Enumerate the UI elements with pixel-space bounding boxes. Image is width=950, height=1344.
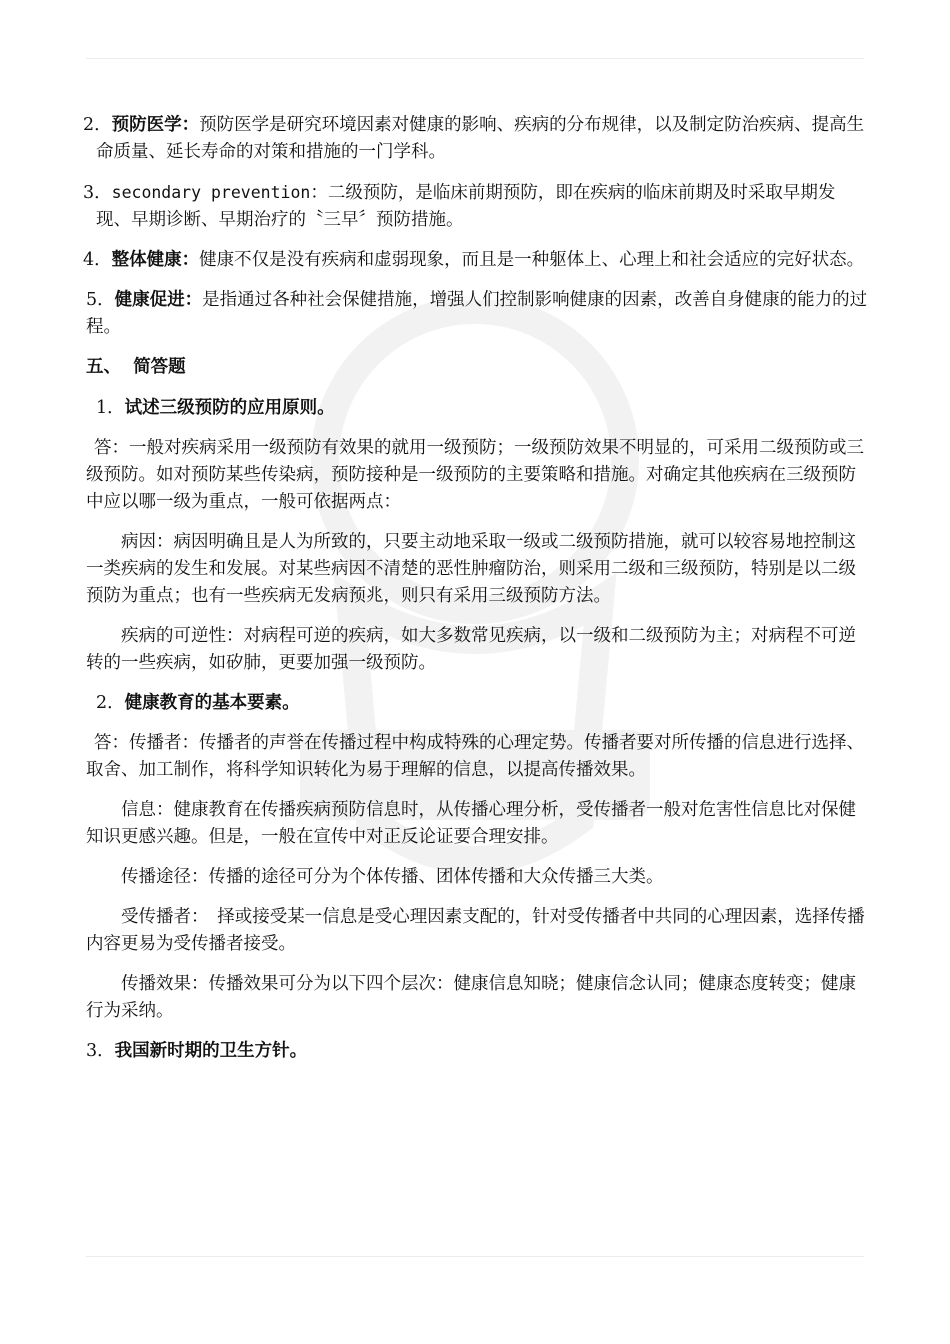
footer-rule (86, 1256, 864, 1257)
definition-separator: ： (184, 290, 203, 310)
question-heading (86, 1038, 868, 1065)
definition-term: 健康促进 (114, 290, 185, 310)
section-heading (86, 354, 868, 381)
item-number: 2． (83, 115, 112, 135)
question-title: 健康教育的基本要素。 (124, 693, 300, 713)
question-heading (86, 690, 868, 717)
answer-paragraph: 疾病的可逆性：对病程可逆的疾病，如大多数常见疾病，以一级和二级预防为主；对病程不可逆转的一些疾病，如矽肺，更要加强一级预防。 (86, 626, 856, 673)
section-label: 五、 (86, 357, 121, 377)
question-heading (86, 395, 868, 422)
document-body (83, 112, 868, 1078)
answer-paragraph: 答：传播者：传播者的声誉在传播过程中构成特殊的心理定势。传播者要对所传播的信息进行选择、取舍、加工制作，将科学知识转化为易于理解的信息，以提高传播效果。 (86, 733, 864, 780)
section-title: 简答题 (133, 357, 186, 377)
item-number: 5． (86, 290, 115, 310)
definition-term: 整体健康 (111, 250, 182, 270)
answer-paragraph: 病因：病因明确且是人为所致的，只要主动地采取一级或二级预防措施，就可以较容易地控制这一类疾病的发生和发展。对某些病因不清楚的恶性肿瘤防治，则采用二级和三级预防，特别是以二级预防为重点；也有一些疾病无发病预兆，则只有采用三级预防方法。 (86, 532, 856, 606)
question-title: 我国新时期的卫生方针。 (114, 1041, 308, 1061)
definition-text: 预防医学是研究环境因素对健康的影响、疾病的分布规律，以及制定防治疾病、提高生命质量、延长寿命的对策和措施的一门学科。 (96, 115, 865, 162)
definition-separator: ： (181, 115, 200, 135)
item-number: 3． (83, 183, 112, 203)
definition-item (86, 287, 868, 341)
question-number: 1． (96, 398, 125, 418)
definition-text: 健康不仅是没有疾病和虚弱现象，而且是一种躯体上、心理上和社会适应的完好状态。 (199, 250, 865, 270)
definition-term: secondary prevention (111, 183, 311, 202)
definition-item (83, 112, 868, 166)
question-number: 2． (96, 693, 125, 713)
definition-separator: ： (181, 250, 200, 270)
definition-text: 是指通过各种社会保健措施，增强人们控制影响健康的因素，改善自身健康的能力的过程。 (86, 290, 868, 337)
answer-paragraph: 信息：健康教育在传播疾病预防信息时，从传播心理分析，受传播者一般对危害性信息比对保健知识更感兴趣。但是，一般在宣传中对正反论证要合理安排。 (86, 800, 856, 847)
definition-term: 预防医学 (111, 115, 182, 135)
question-title: 试述三级预防的应用原则。 (124, 398, 335, 418)
answer-paragraph: 传播效果：传播效果可分为以下四个层次：健康信息知晓；健康信念认同；健康态度转变；健康行为采纳。 (86, 974, 856, 1021)
question-number: 3． (86, 1041, 115, 1061)
item-number: 4． (83, 250, 112, 270)
answer-paragraph: 答：一般对疾病采用一级预防有效果的就用一级预防；一级预防效果不明显的，可采用二级预防或三级预防。如对预防某些传染病，预防接种是一级预防的主要策略和措施。对确定其他疾病在三级预防中应以哪一级为重点，一般可依据两点： (86, 438, 864, 512)
definition-item (83, 247, 868, 274)
header-rule (86, 58, 864, 59)
definition-text: 二级预防，是临床前期预防，即在疾病的临床前期及时采取早期发现、早期诊断、早期治疗的〝三早〞预防措施。 (96, 183, 836, 230)
answer-paragraph: 传播途径：传播的途径可分为个体传播、团体传播和大众传播三大类。 (121, 867, 664, 887)
definition-item (83, 179, 868, 234)
answer-paragraph: 受传播者： 择或接受某一信息是受心理因素支配的，针对受传播者中共同的心理因素，选择传播内容更易为受传播者接受。 (86, 907, 865, 954)
definition-separator: ： (310, 183, 328, 203)
